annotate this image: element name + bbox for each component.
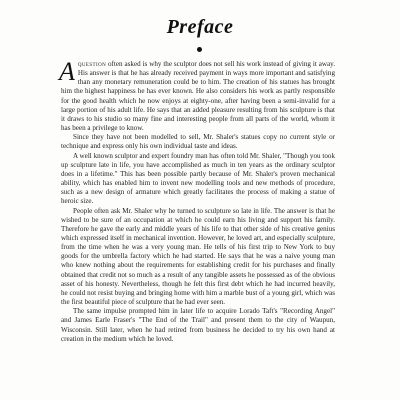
- paragraph-1: [59, 57, 335, 133]
- paragraph-3: A well known sculptor and expert foundry man has often told Mr. Shaler, "Though you took up sculpture late in life, you have accomplished as much in ten years as the ordinary sculptor does in a lifetime." This has been possible partly because of Mr. Shaler's proven mechanical ability, which has enabled him to invent new modelling tools and new methods of procedure, such as a new design of armature which greatly facilitates the process of making a statue of heroic size.: [61, 151, 335, 206]
- lead-word: question: [77, 60, 107, 68]
- title-ornament-dot: [197, 47, 202, 52]
- preface-body: [59, 57, 335, 344]
- paragraph-5: The same impulse prompted him in later life to acquire Lorado Taft's "Recording Angel" and James Earle Fraser's "The End of the Trail" and present them to the city of Waupun, Wisconsin. Still later, when he had retired from business he decided to try his own hand at creation in the medium which he loved.: [61, 307, 335, 343]
- drop-cap: A: [59, 57, 75, 86]
- paragraph-2: Since they have not been modelled to sell, Mr. Shaler's statues copy no current style or technique and express only his own individual taste and ideas.: [61, 133, 335, 151]
- page-title: Preface: [166, 16, 234, 38]
- paragraph-4: People often ask Mr. Shaler why he turned to sculpture so late in life. The answer is that he wished to be sure of an occupation at which he could earn his living and support his family. Therefore he gave the early and middle years of his life to that other side of his creative genius which expressed itself in mechanical invention. However, he loved art, and especially sculpture, from the time when he was a very young man. He tells of his first trip to New York to buy goods for the umbrella factory which he had started. He says that he was a naive young man who knew nothing about the requirements for establishing credit for his purchases and finally obtained that credit not so much as a result of any tangible assets he possessed as of the obvious asset of his honesty. Nevertheless, though he felt this first debt which he had incurred heavily, he could not resist buying and bringing home with him a marble bust of a young girl, which was the first beautiful piece of sculpture that he had ever seen.: [61, 206, 335, 307]
- paragraph-1-text: often asked is why the sculptor does not sell his work instead of giving it away. His answer is that he has already received payment in ways more important and satisfying than any monetary remuneration could be to him. The creation of his statues has brought him the highest happiness he has ever known. He also considers his work as partly responsible for the good health which he now enjoys at eighty-one, after having been a semi-invalid for a large portion of his adult life. He says that an added pleasure resulting from his sculpture is that it draws to his studio so many fine and interesting people from all parts of the world, whom it has been a privilege to know.: [61, 60, 335, 133]
